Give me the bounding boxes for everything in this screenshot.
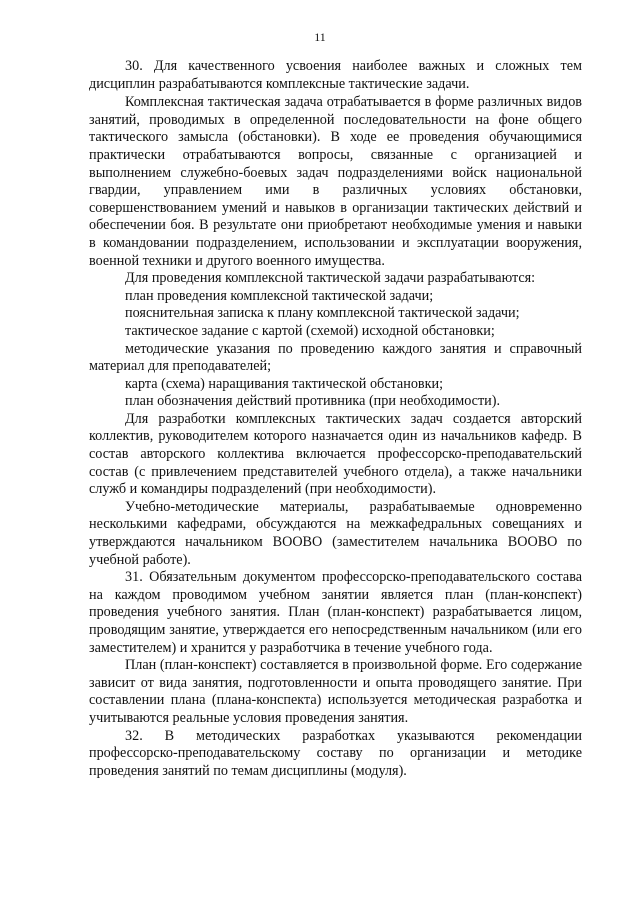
- paragraph-plan-form: План (план-конспект) составляется в произвольной форме. Его содержание зависит от вида занятия, подготовленности и опыта проводящего занятие. При составлении плана (плана-конспекта) используется методическая разработка и учитываются реальные условия проведения занятия.: [89, 657, 582, 726]
- paragraph-complex-task: Комплексная тактическая задача отрабатывается в форме различных видов занятий, проводимых в определенной последовательности на фоне общего тактического замысла (обстановки). В ходе ее проведения обучающимися практически отрабатываются вопросы, связанные с организацией и выполнением служебно-боевых задач подразделениями войск национальной гвардии, управлением ими в различных условиях обстановки, совершенствованием умений и навыков в организации тактических действий и обеспечении боя. В результате они приобретают необходимые умения и навыки в командовании подразделением, использовании и эксплуатации вооружения, военной техники и другого военного имущества.: [89, 94, 582, 269]
- paragraph-item-31: 31. Обязательным документом профессорско-преподавательского состава на каждом проводимом учебном занятии является план (план-конспект) проведения учебного занятия. План (план-конспект) разрабатывается лицом, проводящим занятие, утверждается его непосредственным начальником (или его заместителем) и хранится у разработчика в течение учебного года.: [89, 569, 582, 656]
- list-item: методические указания по проведению каждого занятия и справочный материал для преподавателей;: [89, 340, 582, 375]
- paragraph-item-30: 30. Для качественного усвоения наиболее важных и сложных тем дисциплин разрабатываются комплексные тактические задачи.: [89, 58, 582, 92]
- list-item: план обозначения действий противника (при необходимости).: [125, 393, 501, 410]
- list-item: карта (схема) наращивания тактической обстановки;: [125, 375, 444, 392]
- list-item: план проведения комплексной тактической задачи;: [125, 287, 434, 304]
- paragraph-authors: Для разработки комплексных тактических задач создается авторский коллектив, руководителем которого назначается один из начальников кафедр. В состав авторского коллектива включается профессорско-преподавательский состав (с привлечением представителей учебного отдела), а также начальники служб и командиры подразделений (при необходимости).: [89, 410, 582, 498]
- paragraph-list-intro: Для проведения комплексной тактической задачи разрабатываются:: [125, 270, 536, 287]
- document-body: [89, 58, 582, 780]
- page-number: 11: [314, 30, 326, 44]
- list-item: пояснительная записка к плану комплексной тактической задачи;: [125, 305, 520, 322]
- paragraph-materials: Учебно-методические материалы, разрабатываемые одновременно несколькими кафедрами, обсуждаются на межкафедральных совещаниях и утверждаются начальником ВООВО (заместителем начальника ВООВО по учебной работе).: [89, 498, 582, 568]
- paragraph-item-32: 32. В методических разработках указываются рекомендации профессорско-преподавательскому составу по организации и методике проведения занятий по темам дисциплины (модуля).: [89, 727, 582, 779]
- list-item: тактическое задание с картой (схемой) исходной обстановки;: [125, 322, 495, 339]
